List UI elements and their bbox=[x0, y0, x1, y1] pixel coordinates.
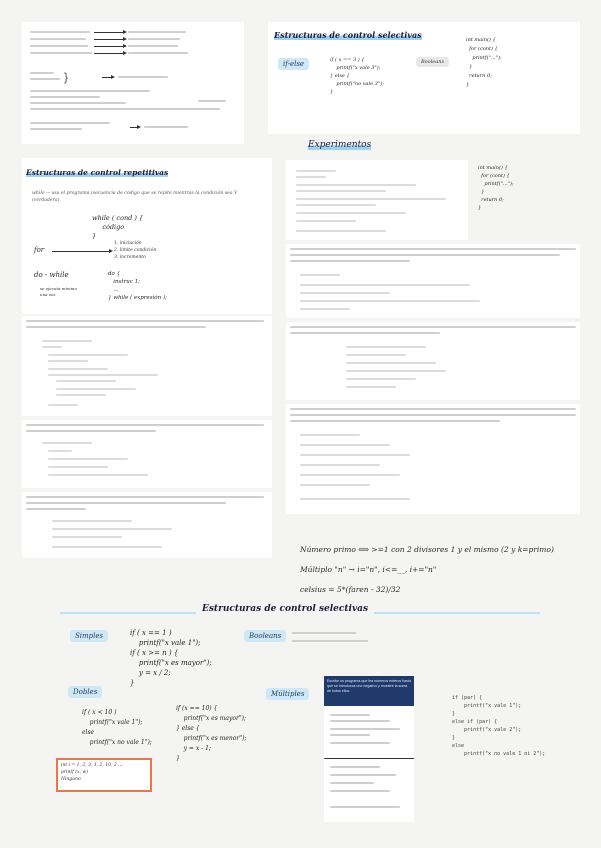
example-card-1 bbox=[286, 160, 468, 240]
main-code: int main() { for (cont) { printf("..."); } return 0; } bbox=[466, 37, 502, 88]
code-simples: if ( x == 1 ) printf("x vale 1"); if ( x >= n ) { printf("x es mayor"); y = x / 2; } bbox=[130, 629, 212, 687]
booleans-tag: Booleans bbox=[244, 630, 286, 642]
section-title-repetitivas: Estructuras de control repetitivas bbox=[26, 168, 169, 177]
while-description: while → usa el programa (secuencia de código que se repite mientras la condición sea V (verdadera) bbox=[32, 191, 238, 203]
dowhile-note: se ejecuta mínimo una vez bbox=[40, 286, 77, 297]
booleans-tag-top: Booleans bbox=[416, 57, 449, 67]
exercise-card-1 bbox=[22, 316, 272, 416]
example-card-2 bbox=[286, 244, 580, 318]
multiples-tag: Múltiples bbox=[266, 688, 309, 700]
formula-primo: Número primo ⟺ >=1 con 2 divisores 1 y el mismo (2 y k=primo) bbox=[300, 545, 554, 554]
dowhile-label: do - while bbox=[34, 271, 69, 279]
orange-line-2: printf (x, w) bbox=[61, 770, 89, 775]
simples-tag: Simples bbox=[70, 630, 108, 642]
orange-line-3: Ninguno bbox=[61, 777, 81, 782]
dowhile-code: do { instruc 1; ... } while ( expresión ); bbox=[108, 271, 167, 301]
formula-list bbox=[300, 540, 554, 600]
ifelse-tag: if-else bbox=[278, 58, 309, 70]
example-card-4 bbox=[286, 404, 580, 514]
section-title-selectivas-top: Estructuras de control selectivas bbox=[274, 30, 422, 40]
dark-card-text: Escribe un programa que lea números enteros hasta que se introduzca uno negativo y muestre la suma de todos ellos. bbox=[327, 679, 411, 693]
section-title-selectivas-bottom: Estructuras de control selectivas bbox=[196, 604, 374, 614]
code-dobles: if ( x < 10 ) printf("x vale 1"); else printf("x no vale 1"); bbox=[82, 709, 152, 746]
exercise-card-2 bbox=[22, 420, 272, 488]
notes-card-top-left: } bbox=[22, 22, 244, 144]
section-title-ejemplos: Experimentos bbox=[308, 140, 372, 150]
orange-highlight-box bbox=[56, 758, 152, 792]
code-dobles-2: if (x == 10) { printf("x es mayor"); } else { printf("x es menor"); y = x - 1; } bbox=[176, 705, 247, 762]
dark-card-body bbox=[324, 706, 414, 822]
dark-exercise-card bbox=[324, 676, 414, 706]
formula-multiplo: Múltiplo "n" → i="n", i<=__, i+="n" bbox=[300, 565, 437, 574]
orange-line-1: int i = 1, 2, 3, 1, 2, 10, 2 ... bbox=[61, 763, 123, 768]
while-code: while ( cond ) { código } bbox=[92, 214, 144, 240]
code-right-block: if (par) { printf("x vale 1"); } else if (par) { printf("x vale 2"); } else printf("x no vale 1 ni 2"); bbox=[452, 695, 546, 757]
dobles-tag: Dobles bbox=[68, 686, 102, 698]
for-label: for bbox=[34, 246, 45, 254]
ifelse-code: if ( x == 3 ) { printf("x vale 3"); } else { printf("no vale 3"); } bbox=[330, 57, 384, 95]
for-item-list: 1. iniciación 2. límite condición 3. incremento bbox=[114, 241, 157, 260]
exercise-card-3 bbox=[22, 492, 272, 558]
example-card-3 bbox=[286, 322, 580, 400]
formula-celsius: celsius = 5*(faren - 32)/32 bbox=[300, 585, 401, 594]
notes-card-top-right bbox=[268, 22, 580, 134]
handwritten-main-note: int main() { for (cont) { printf("..."); } return 0; } bbox=[478, 165, 514, 211]
notes-card-repetitivas bbox=[22, 158, 272, 314]
